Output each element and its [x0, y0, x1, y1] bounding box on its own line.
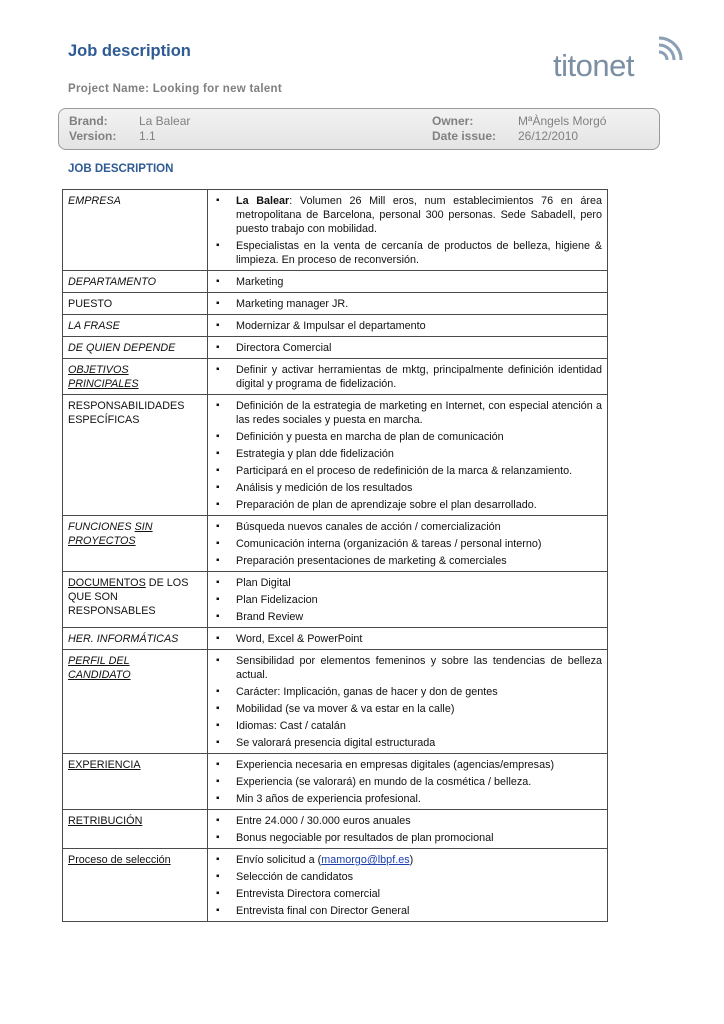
- list-item: ▪ Participará en el proceso de redefinición de la marca & relanzamiento.: [213, 464, 602, 478]
- list-item: ▪ La Balear: Volumen 26 Mill eros, num establecimientos 76 en área metropolitana de Barcelona, personal 300 personas. Sede Sabadell, pero puesto trabajo con mobilidad.: [213, 194, 602, 236]
- list-item: ▪ Comunicación interna (organización & tareas / personal interno): [213, 537, 602, 551]
- list-item: ▪ Entrevista Directora comercial: [213, 887, 602, 901]
- row-content: [208, 754, 608, 810]
- row-content: [208, 849, 608, 922]
- row-content: [208, 190, 608, 271]
- list-item: ▪ Directora Comercial: [213, 341, 602, 355]
- list-item: ▪ Plan Digital: [213, 576, 602, 590]
- logo-text: titonet: [553, 48, 634, 83]
- list-item: ▪ Envío solicitud a (mamorgo@lbpf.es): [213, 853, 602, 867]
- list-item: ▪ Estrategia y plan dde fidelización: [213, 447, 602, 461]
- project-name-line: [68, 83, 282, 95]
- row-content: [208, 359, 608, 395]
- row-content: [208, 572, 608, 628]
- list-item: ▪ Especialistas en la venta de cercanía de productos de belleza, higiene & limpieza. En proceso de reconversión.: [213, 239, 602, 267]
- list-item: ▪ Entre 24.000 / 30.000 euros anuales: [213, 814, 602, 828]
- list-item: ▪ Carácter: Implicación, ganas de hacer y don de gentes: [213, 685, 602, 699]
- job-description-table: [62, 189, 608, 922]
- version-value: 1.1: [139, 129, 156, 143]
- row-label: FUNCIONES SIN PROYECTOS: [63, 516, 208, 572]
- row-label: HER. INFORMÁTICAS: [63, 628, 208, 650]
- list-item: ▪ Word, Excel & PowerPoint: [213, 632, 602, 646]
- table-row-seleccion: [63, 849, 608, 922]
- list-item: ▪ Plan Fidelizacion: [213, 593, 602, 607]
- list-item: ▪ Bonus negociable por resultados de plan promocional: [213, 831, 602, 845]
- date-issue-value: 26/12/2010: [518, 129, 579, 143]
- row-label: DE QUIEN DEPENDE: [63, 337, 208, 359]
- list-item: ▪ Búsqueda nuevos canales de acción / comercialización: [213, 520, 602, 534]
- row-content: [208, 315, 608, 337]
- section-heading: JOB DESCRIPTION: [68, 163, 174, 175]
- list-item: ▪ Modernizar & Impulsar el departamento: [213, 319, 602, 333]
- table-row-empresa: [63, 190, 608, 271]
- table-row-frase: [63, 315, 608, 337]
- table-row-objetivos: [63, 359, 608, 395]
- list-item: ▪ Selección de candidatos: [213, 870, 602, 884]
- row-label: PUESTO: [63, 293, 208, 315]
- list-item: ▪ Marketing: [213, 275, 602, 289]
- version-label: Version:: [69, 129, 117, 143]
- table-row-responsabilidades: [63, 395, 608, 516]
- table-row-retribucion: [63, 810, 608, 849]
- owner-label: Owner:: [432, 114, 474, 128]
- owner-value: MªÀngels Morgó: [518, 114, 607, 128]
- list-item: ▪ Análisis y medición de los resultados: [213, 481, 602, 495]
- table-row-experiencia: [63, 754, 608, 810]
- wifi-signal-icon: [657, 36, 683, 62]
- row-content: [208, 395, 608, 516]
- list-item: ▪ Experiencia necesaria en empresas digitales (agencias/empresas): [213, 758, 602, 772]
- row-content: [208, 650, 608, 754]
- list-item: ▪ Sensibilidad por elementos femeninos y sobre las tendencias de belleza actual.: [213, 654, 602, 682]
- date-issue-label: Date issue:: [432, 129, 497, 143]
- brand-label: Brand:: [69, 114, 108, 128]
- list-item: ▪ Se valorará presencia digital estructurada: [213, 736, 602, 750]
- brand-value: La Balear: [139, 114, 191, 128]
- table-row-perfil: [63, 650, 608, 754]
- row-label: LA FRASE: [63, 315, 208, 337]
- list-item: ▪ Min 3 años de experiencia profesional.: [213, 792, 602, 806]
- list-item: ▪ Experiencia (se valorará) en mundo de la cosmética / belleza.: [213, 775, 602, 789]
- row-content: [208, 810, 608, 849]
- row-content: [208, 271, 608, 293]
- row-content: [208, 516, 608, 572]
- table-row-departamento: [63, 271, 608, 293]
- row-content: [208, 293, 608, 315]
- row-label: EMPRESA: [63, 190, 208, 271]
- list-item: ▪ Definición de la estrategia de marketing en Internet, con especial atención a las redes sociales y puesta en marcha.: [213, 399, 602, 427]
- email-link[interactable]: mamorgo@lbpf.es: [321, 854, 410, 866]
- table-row-depende: [63, 337, 608, 359]
- row-label: EXPERIENCIA: [63, 754, 208, 810]
- list-item: ▪ Marketing manager JR.: [213, 297, 602, 311]
- project-name-label: Project Name:: [68, 83, 150, 95]
- list-item: ▪ Definir y activar herramientas de mktg, principalmente definición identidad digital y programa de fidelización.: [213, 363, 602, 391]
- company-name: La Balear: [236, 195, 290, 207]
- list-item: ▪ Preparación presentaciones de marketing & comerciales: [213, 554, 602, 568]
- row-label: Proceso de selección: [63, 849, 208, 922]
- row-label: DOCUMENTOS DE LOS QUE SON RESPONSABLES: [63, 572, 208, 628]
- table-row-funciones: [63, 516, 608, 572]
- list-item: ▪ Definición y puesta en marcha de plan de comunicación: [213, 430, 602, 444]
- list-item: ▪ Entrevista final con Director General: [213, 904, 602, 918]
- row-content: [208, 628, 608, 650]
- list-item: ▪ Idiomas: Cast / catalán: [213, 719, 602, 733]
- row-label: DEPARTAMENTO: [63, 271, 208, 293]
- list-item: ▪ Brand Review: [213, 610, 602, 624]
- table-row-puesto: [63, 293, 608, 315]
- table-row-herramientas: [63, 628, 608, 650]
- row-label: OBJETIVOS PRINCIPALES: [63, 359, 208, 395]
- project-info-box: [58, 108, 660, 150]
- row-content: [208, 337, 608, 359]
- company-logo: [553, 36, 693, 86]
- project-name-value: Looking for new talent: [152, 83, 282, 95]
- document-title: Job description: [68, 42, 191, 60]
- list-item: ▪ Mobilidad (se va mover & va estar en la calle): [213, 702, 602, 716]
- list-item: ▪ Preparación de plan de aprendizaje sobre el plan desarrollado.: [213, 498, 602, 512]
- row-label: RETRIBUCIÓN: [63, 810, 208, 849]
- row-label: PERFIL DEL CANDIDATO: [63, 650, 208, 754]
- row-label: RESPONSABILIDADES ESPECÍFICAS: [63, 395, 208, 516]
- table-row-documentos: [63, 572, 608, 628]
